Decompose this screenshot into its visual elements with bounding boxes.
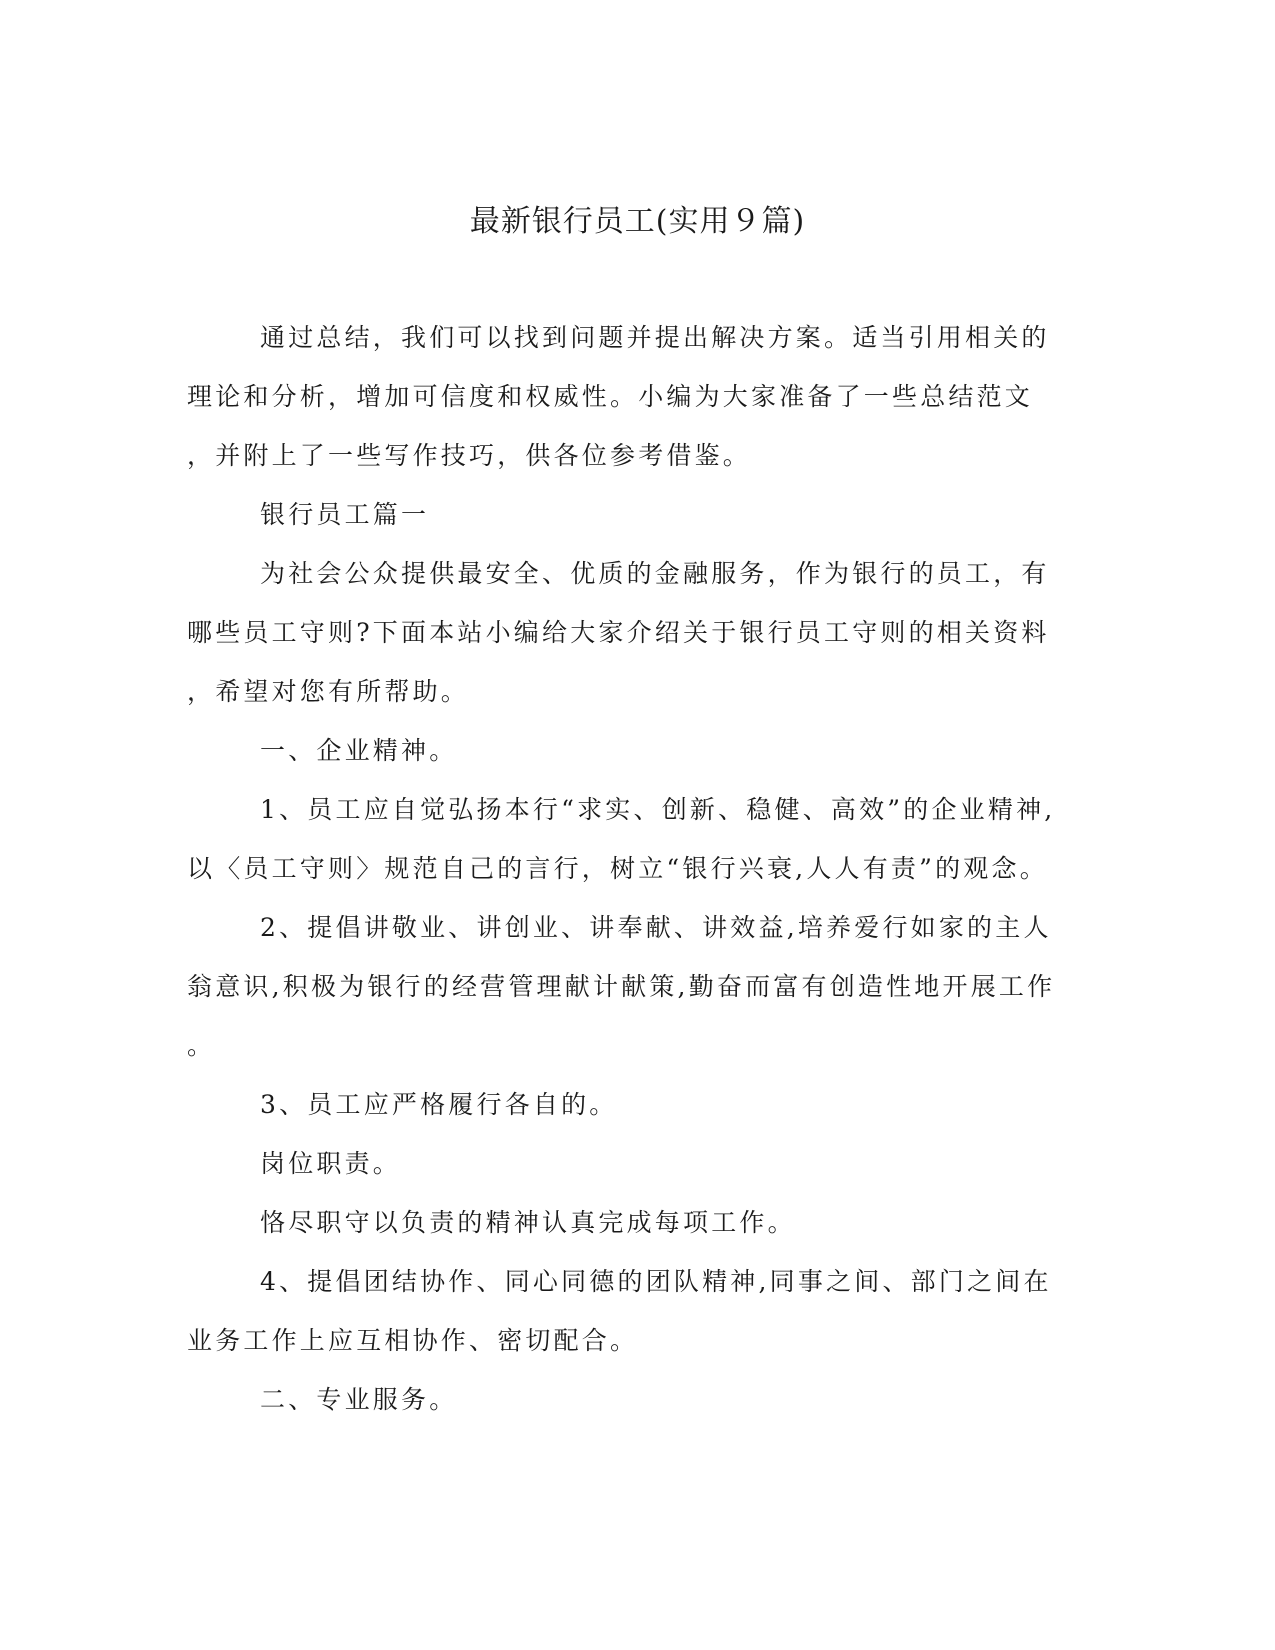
paragraph-line: 岗位职责。 bbox=[260, 1149, 402, 1178]
section-heading: 一、企业精神。 bbox=[260, 736, 458, 765]
paragraph-line: 理论和分析，增加可信度和权威性。小编为大家准备了一些总结范文 bbox=[187, 382, 1034, 411]
section-heading: 银行员工篇一 bbox=[260, 500, 430, 529]
paragraph-line: 翁意识,积极为银行的经营管理献计献策,勤奋而富有创造性地开展工作 bbox=[187, 972, 1056, 1001]
paragraph-line: ，并附上了一些写作技巧，供各位参考借鉴。 bbox=[187, 441, 752, 470]
paragraph-line: 恪尽职守以负责的精神认真完成每项工作。 bbox=[260, 1208, 796, 1237]
paragraph-line: 2、提倡讲敬业、讲创业、讲奉献、讲效益,培养爱行如家的主人 bbox=[260, 913, 1052, 942]
paragraph-line: 为社会公众提供最安全、优质的金融服务，作为银行的员工，有 bbox=[260, 559, 1050, 588]
paragraph-line: 哪些员工守则?下面本站小编给大家介绍关于银行员工守则的相关资料 bbox=[187, 618, 1050, 647]
paragraph-line: 业务工作上应互相协作、密切配合。 bbox=[187, 1326, 639, 1355]
paragraph-line: 通过总结，我们可以找到问题并提出解决方案。适当引用相关的 bbox=[260, 323, 1050, 352]
paragraph-line: ，希望对您有所帮助。 bbox=[187, 677, 470, 706]
paragraph-line: 以〈员工守则〉规范自己的言行，树立“银行兴衰,人人有责”的观念。 bbox=[187, 854, 1048, 883]
paragraph-line: 1、员工应自觉弘扬本行“求实、创新、稳健、高效”的企业精神, bbox=[260, 795, 1056, 824]
paragraph-line: 3、员工应严格履行各自的。 bbox=[260, 1090, 618, 1119]
section-heading: 二、专业服务。 bbox=[260, 1385, 458, 1414]
paragraph-line: 。 bbox=[187, 1031, 216, 1060]
document-title: 最新银行员工(实用９篇) bbox=[469, 204, 806, 239]
paragraph-line: 4、提倡团结协作、同心同德的团队精神,同事之间、部门之间在 bbox=[260, 1267, 1052, 1296]
